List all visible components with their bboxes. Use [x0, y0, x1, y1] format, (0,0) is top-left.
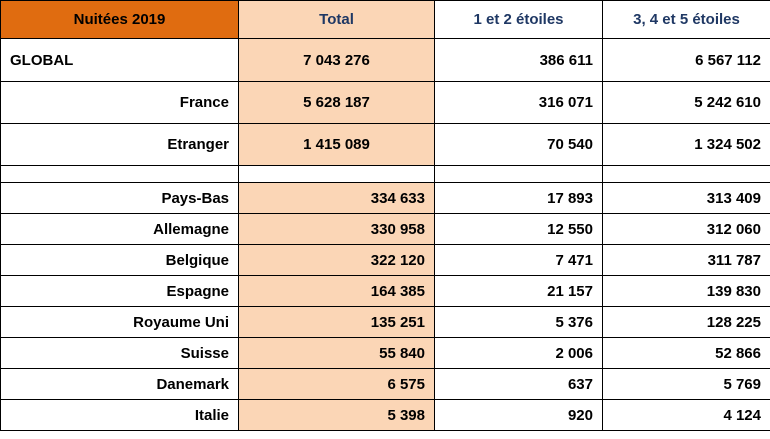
table-row	[1, 183, 770, 214]
cell-royaume-uni-3-4-5-stars: 128 225	[603, 307, 770, 338]
row-label-allemagne: Allemagne	[1, 214, 239, 245]
cell-belgique-total: 322 120	[239, 245, 435, 276]
cell-global-3-4-5-stars: 6 567 112	[603, 39, 770, 82]
row-label-espagne: Espagne	[1, 276, 239, 307]
cell-suisse-total: 55 840	[239, 338, 435, 369]
cell-danemark-total: 6 575	[239, 369, 435, 400]
cell-pays-bas-total: 334 633	[239, 183, 435, 214]
spacer-cell-3-4-5-stars	[603, 166, 770, 183]
cell-italie-3-4-5-stars: 4 124	[603, 400, 770, 431]
cell-france-total: 5 628 187	[239, 82, 435, 124]
cell-etranger-total: 1 415 089	[239, 124, 435, 166]
row-label-pays-bas: Pays-Bas	[1, 183, 239, 214]
spacer-cell-1-2-stars	[435, 166, 603, 183]
cell-danemark-1-2-stars: 637	[435, 369, 603, 400]
cell-espagne-3-4-5-stars: 139 830	[603, 276, 770, 307]
cell-italie-1-2-stars: 920	[435, 400, 603, 431]
header-cell-3-4-5-stars: 3, 4 et 5 étoiles	[603, 1, 770, 39]
table-row	[1, 276, 770, 307]
cell-allemagne-3-4-5-stars: 312 060	[603, 214, 770, 245]
cell-france-3-4-5-stars: 5 242 610	[603, 82, 770, 124]
cell-allemagne-total: 330 958	[239, 214, 435, 245]
row-label-france: France	[1, 82, 239, 124]
header-cell-total: Total	[239, 1, 435, 39]
cell-belgique-3-4-5-stars: 311 787	[603, 245, 770, 276]
cell-etranger-3-4-5-stars: 1 324 502	[603, 124, 770, 166]
table-header-row	[1, 1, 770, 39]
table-row	[1, 245, 770, 276]
cell-espagne-1-2-stars: 21 157	[435, 276, 603, 307]
spacer-cell-label	[1, 166, 239, 183]
spacer-cell-total	[239, 166, 435, 183]
table-row	[1, 214, 770, 245]
table-row-etranger	[1, 124, 770, 166]
header-cell-title: Nuitées 2019	[1, 1, 239, 39]
cell-italie-total: 5 398	[239, 400, 435, 431]
cell-pays-bas-3-4-5-stars: 313 409	[603, 183, 770, 214]
table-row-france	[1, 82, 770, 124]
table-spacer-row	[1, 166, 770, 183]
cell-royaume-uni-total: 135 251	[239, 307, 435, 338]
row-label-etranger: Etranger	[1, 124, 239, 166]
table-row	[1, 338, 770, 369]
table-row	[1, 369, 770, 400]
table-row	[1, 400, 770, 431]
cell-espagne-total: 164 385	[239, 276, 435, 307]
cell-global-1-2-stars: 386 611	[435, 39, 603, 82]
cell-global-total: 7 043 276	[239, 39, 435, 82]
header-cell-1-2-stars: 1 et 2 étoiles	[435, 1, 603, 39]
cell-pays-bas-1-2-stars: 17 893	[435, 183, 603, 214]
cell-suisse-1-2-stars: 2 006	[435, 338, 603, 369]
row-label-royaume-uni: Royaume Uni	[1, 307, 239, 338]
row-label-global: GLOBAL	[1, 39, 239, 82]
row-label-italie: Italie	[1, 400, 239, 431]
cell-etranger-1-2-stars: 70 540	[435, 124, 603, 166]
cell-allemagne-1-2-stars: 12 550	[435, 214, 603, 245]
table-row-global	[1, 39, 770, 82]
cell-france-1-2-stars: 316 071	[435, 82, 603, 124]
row-label-danemark: Danemark	[1, 369, 239, 400]
row-label-suisse: Suisse	[1, 338, 239, 369]
cell-royaume-uni-1-2-stars: 5 376	[435, 307, 603, 338]
cell-suisse-3-4-5-stars: 52 866	[603, 338, 770, 369]
row-label-belgique: Belgique	[1, 245, 239, 276]
table-row	[1, 307, 770, 338]
cell-danemark-3-4-5-stars: 5 769	[603, 369, 770, 400]
cell-belgique-1-2-stars: 7 471	[435, 245, 603, 276]
